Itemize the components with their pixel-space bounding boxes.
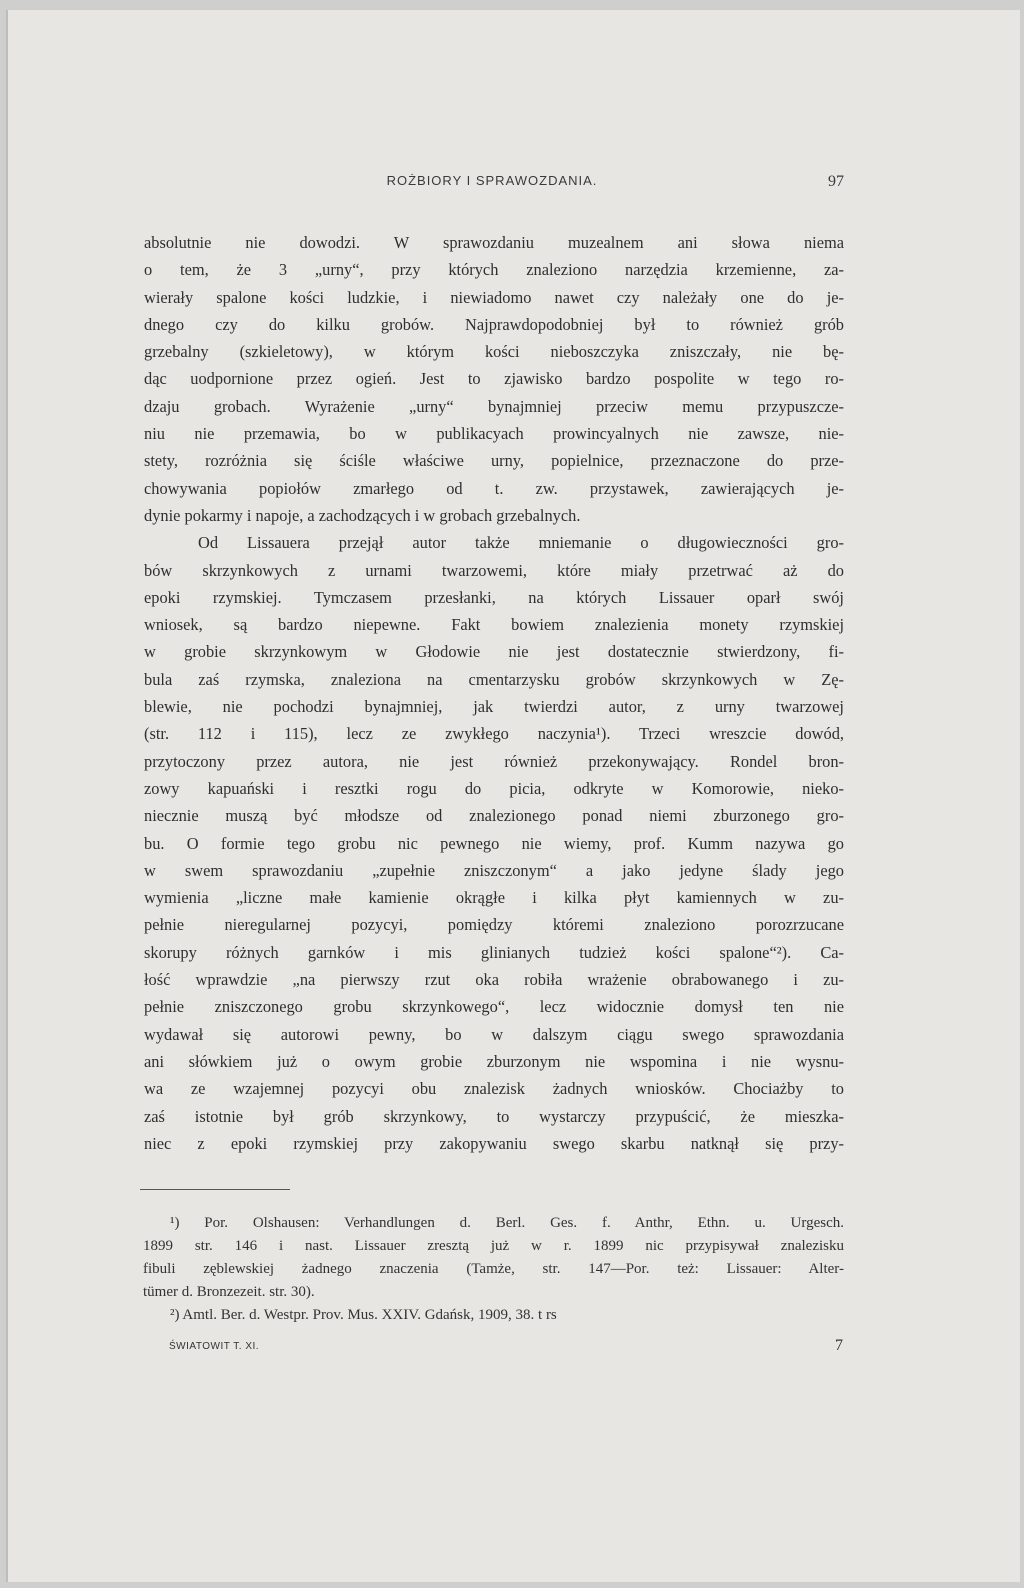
- text-line: absolutnie nie dowodzi. W sprawozdaniu muzealnem ani słowa niema: [144, 233, 844, 252]
- footnotes: [143, 1212, 844, 1327]
- page-number: 97: [828, 173, 844, 190]
- text-line: przytoczony przez autora, nie jest również przekonywający. Rondel bron-: [144, 751, 844, 771]
- text-line: (str. 112 i 115), lecz ze zwykłego naczynia¹). Trzeci wreszcie dowód,: [144, 724, 844, 744]
- text-line: pełnie nieregularnej pozycyi, pomiędzy któremi znaleziono porozrzucane: [144, 915, 844, 935]
- text-line: bu. O formie tego grobu nic pewnego nie wiemy, prof. Kumm nazywa go: [144, 833, 844, 853]
- text-line: wymienia „liczne małe kamienie okrągłe i kilka płyt kamiennych w zu-: [144, 888, 844, 908]
- main-text: [144, 229, 844, 1157]
- text-line: w swem sprawozdaniu „zupełnie zniszczonym“ a jako jedyne ślady jego: [144, 860, 844, 880]
- footnote-separator: [140, 1189, 290, 1190]
- page-header: [140, 173, 844, 197]
- text-line: skorupy różnych garnków i mis glinianych tudzież kości spalone“²). Ca-: [144, 942, 844, 962]
- text-line: wydawał się autorowi pewny, bo w dalszym ciągu swego sprawozdania: [144, 1024, 844, 1044]
- footnote-line: fibuli zęblewskiej żadnego znaczenia (Tamże, str. 147—Por. też: Lissauer: Alter-: [143, 1261, 844, 1277]
- text-line: dnego czy do kilku grobów. Najprawdopodobniej był to również grób: [144, 314, 844, 334]
- text-line: stety, rozróżnia się ściśle właściwe urny, popielnice, przeznaczone do prze-: [144, 451, 844, 471]
- text-line: w grobie skrzynkowym w Głodowie nie jest dostatecznie stwierdzony, fi-: [144, 642, 844, 662]
- text-line: bów skrzynkowych z urnami twarzowemi, które miały przetrwać aż do: [144, 560, 844, 580]
- text-line: dynie pokarmy i napoje, a zachodzących i w grobach grzebalnych.: [144, 505, 581, 525]
- text-line: wierały spalone kości ludzkie, i niewiadomo nawet czy należały one do je-: [144, 287, 844, 307]
- text-line: grzebalny (szkieletowy), w którym kości nieboszczyka zniszczały, nie bę-: [144, 342, 844, 362]
- page-footer: [143, 1337, 843, 1359]
- text-line: chowywania popiołów zmarłego od t. zw. przystawek, zawierających je-: [144, 478, 844, 498]
- running-title: ROŻBIORY I SPRAWOZDANIA.: [386, 173, 598, 188]
- text-line: wniosek, są bardzo niepewne. Fakt bowiem znalezienia monety rzymskiej: [144, 615, 844, 635]
- paragraph-start: Od Lissauera przejął autor także mniemanie o długowieczności gro-: [198, 533, 844, 553]
- text-line: niec z epoki rzymskiej przy zakopywaniu swego skarbu natknął się przy-: [144, 1133, 844, 1153]
- text-line: epoki rzymskiej. Tymczasem przesłanki, na których Lissauer oparł swój: [144, 587, 844, 607]
- text-line: dzaju grobach. Wyrażenie „urny“ bynajmniej przeciw memu przypuszcze-: [144, 396, 844, 416]
- text-line: niecznie muszą być młodsze od znalezionego ponad niemi zburzonego gro-: [144, 806, 844, 826]
- text-line: łość wprawdzie „na pierwszy rzut oka robiła wrażenie obrabowanego i zu-: [144, 970, 844, 990]
- text-line: zowy kapuański i resztki rogu do picia, odkryte w Komorowie, nieko-: [144, 778, 844, 798]
- text-line: zaś istotnie był grób skrzynkowy, to wystarczy przypuścić, że mieszka-: [144, 1106, 844, 1126]
- footnote-line: tümer d. Bronzezeit. str. 30).: [143, 1284, 315, 1300]
- text-line: dąc uodpornione przez ogień. Jest to zjawisko bardzo pospolite w tego ro-: [144, 369, 844, 389]
- footnote-2: ²) Amtl. Ber. d. Westpr. Prov. Mus. XXIV. Gdańsk, 1909, 38. t rs: [170, 1307, 557, 1323]
- text-line: wa ze wzajemnej pozycyi obu znalezisk żadnych wniosków. Chociażby to: [144, 1079, 844, 1099]
- text-line: pełnie zniszczonego grobu skrzynkowego“, lecz widocznie domysł ten nie: [144, 997, 844, 1017]
- text-line: niu nie przemawia, bo w publikacyach prowincyalnych nie zawsze, nie-: [144, 424, 844, 444]
- text-line: o tem, że 3 „urny“, przy których znaleziono narzędzia krzemienne, za-: [144, 260, 844, 280]
- text-line: bula zaś rzymska, znaleziona na cmentarzysku grobów skrzynkowych w Zę-: [144, 669, 844, 689]
- printer-signature: ŚWIATOWIT T. XI.: [169, 1341, 260, 1352]
- text-line: blewie, nie pochodzi bynajmniej, jak twierdzi autor, z urny twarzowej: [144, 697, 844, 717]
- sheet-number: 7: [835, 1337, 843, 1354]
- footnote-line: 1899 str. 146 i nast. Lissauer zresztą już w r. 1899 nic przypisywał znalezisku: [143, 1238, 844, 1254]
- text-line: ani słówkiem już o owym grobie zburzonym nie wspomina i nie wysnu-: [144, 1051, 844, 1071]
- footnote-1: ¹) Por. Olshausen: Verhandlungen d. Berl. Ges. f. Anthr, Ethn. u. Urgesch.: [170, 1215, 844, 1231]
